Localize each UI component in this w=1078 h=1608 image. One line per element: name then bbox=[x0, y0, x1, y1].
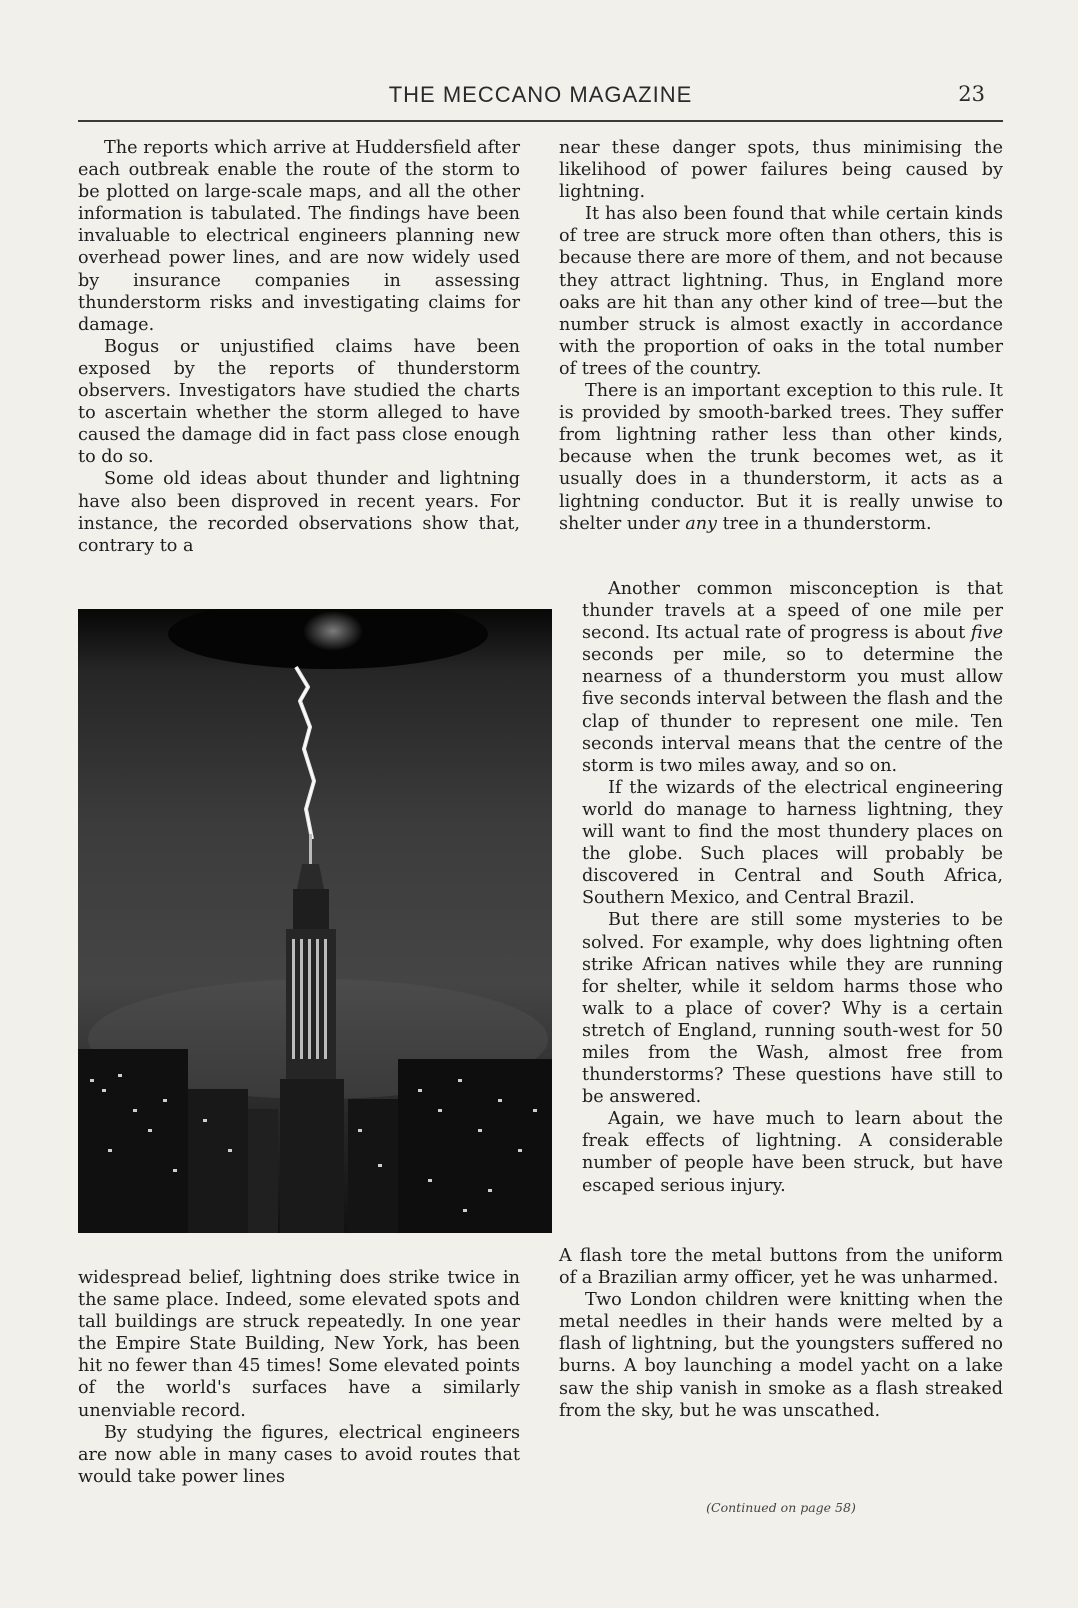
paragraph: If the wizards of the electrical engineering world do manage to harness lightning, they will want to find the most thundery places on the globe. Such places will probably be discovered in Central and South Africa, Southern Mexico, and Central Brazil. bbox=[582, 777, 1003, 909]
text-run: Another common misconception is that thunder travels at a speed of one mile per second. Its actual rate of progress is about bbox=[582, 579, 1003, 644]
text-run: seconds per mile, so to determine the nearness of a thunderstorm you must allow five seconds interval between the flash and the clap of thunder to represent one mile. Ten seconds interval means that the centre of the storm is two miles away, and so on. bbox=[582, 645, 1003, 776]
right-column-top bbox=[559, 137, 1003, 535]
paragraph bbox=[559, 380, 1003, 535]
paragraph: widespread belief, lightning does strike twice in the same place. Indeed, some elevated spots and tall buildings are struck repeatedly. In one year the Empire State Building, New York, has been hit no fewer than 45 times! Some elevated points of the world's surfaces have a similarly unenviable record. bbox=[78, 1268, 520, 1421]
emphasis: five bbox=[970, 623, 1003, 644]
paragraph: Some old ideas about thunder and lightning have also been disproved in recent years. For instance, the recorded observations show that, contrary to a bbox=[78, 469, 520, 556]
paragraph: It has also been found that while certain kinds of tree are struck more often than others, this is because there are more of them, and not because they attract lightning. Thus, in England more oaks are hit than any other kind of tree—but the number struck is almost exactly in accordance with the proportion of oaks in the total number of trees of the country. bbox=[559, 204, 1003, 379]
continued-note: (Continued on page 58) bbox=[706, 1500, 856, 1515]
paragraph: The reports which arrive at Huddersfield after each outbreak enable the route of the storm to be plotted on large-scale maps, and all the other information is tabulated. The findings have been invaluable to electrical engineers planning new overhead power lines, and are now widely used by insurance companies in assessing thunderstorm risks and investigating claims for damage. bbox=[78, 138, 520, 335]
page-header bbox=[78, 78, 1003, 122]
page-number: 23 bbox=[958, 82, 985, 106]
text-run: There is an important exception to this rule. It is provided by smooth-barked trees. They suffer from lightning rather less than other kinds, because when the trunk becomes wet, as it usually does in a thunderstorm, it acts as a lightning conductor. But it is really unwise to shelter under bbox=[559, 381, 1003, 534]
paragraph: By studying the figures, electrical engineers are now able in many cases to avoid routes that would take power lines bbox=[78, 1422, 520, 1487]
paragraph: Two London children were knitting when the metal needles in their hands were melted by a flash of lightning, but the youngsters suffered no burns. A boy launching a model yacht on a lake saw the ship vanish in smoke as a flash streaked from the sky, but he was unscathed. bbox=[559, 1290, 1003, 1421]
magazine-title: THE MECCANO MAGAZINE bbox=[388, 82, 693, 107]
empire-state-lightning-photo bbox=[78, 609, 552, 1233]
paragraph: A flash tore the metal buttons from the uniform of a Brazilian army officer, yet he was unharmed. bbox=[559, 1246, 1003, 1289]
right-column-bottom bbox=[559, 1245, 1003, 1422]
paragraph bbox=[582, 578, 1003, 777]
left-column-top bbox=[78, 137, 520, 557]
left-column-bottom bbox=[78, 1267, 520, 1488]
paragraph: near these danger spots, thus minimising the likelihood of power failures being caused by lightning. bbox=[559, 138, 1003, 203]
text-run: tree in a thunderstorm. bbox=[717, 513, 932, 534]
paragraph: Again, we have much to learn about the freak effects of lightning. A considerable number of people have been struck, but have escaped serious injury. bbox=[582, 1109, 1003, 1196]
right-column-beside-photo bbox=[582, 578, 1003, 1197]
paragraph: But there are still some mysteries to be solved. For example, why does lightning often strike African natives while they are running for shelter, while it seldom harms those who walk to a place of cover? Why is a certain stretch of England, running south-west for 50 miles from the Wash, almost free from thunderstorms? These questions have still to be answered. bbox=[582, 910, 1003, 1108]
emphasis: any bbox=[685, 513, 717, 534]
paragraph: Bogus or unjustified claims have been exposed by the reports of thunderstorm observers. Investigators have studied the charts to ascertain whether the storm alleged to have caused the damage did in fact pass close enough to do so. bbox=[78, 336, 520, 468]
